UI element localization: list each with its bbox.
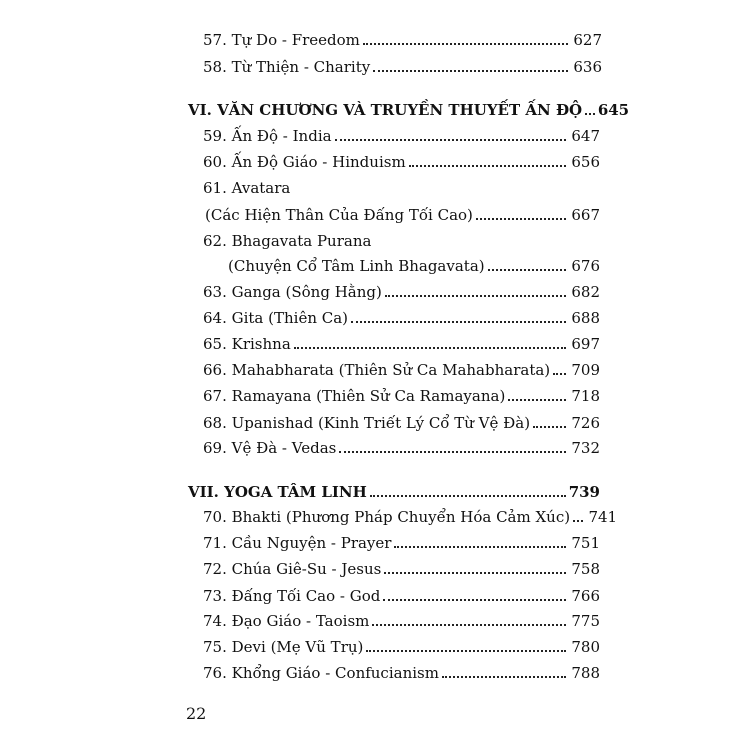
entry-subtitle: (Chuyện Cổ Tâm Linh Bhagavata) <box>228 257 485 275</box>
toc-entry <box>0 631 750 657</box>
dot-leader <box>442 656 566 678</box>
dot-leader <box>384 552 566 574</box>
entry-title: 75. Devi (Mẹ Vũ Trụ) <box>203 638 364 656</box>
toc-entry <box>0 605 750 631</box>
section-page: 739 <box>568 483 600 501</box>
toc-entry <box>0 553 750 579</box>
dot-leader <box>351 301 566 323</box>
section-page: 645 <box>597 101 630 119</box>
section-title: VII. YOGA TÂM LINH <box>188 483 367 501</box>
dot-leader <box>394 526 566 548</box>
entry-page: 682 <box>571 283 600 301</box>
entry-page: 766 <box>571 587 600 605</box>
entry-title: 73. Đấng Tối Cao - God <box>203 587 381 605</box>
entry-title: 62. Bhagavata Purana <box>203 232 372 250</box>
toc-entry <box>0 380 750 406</box>
entry-title: 65. Krishna <box>203 335 291 353</box>
entry-page: 667 <box>571 206 600 224</box>
dot-leader <box>373 50 568 72</box>
dot-leader <box>339 431 566 453</box>
entry-title: 58. Từ Thiện - Charity <box>203 58 371 76</box>
entry-title: 64. Gita (Thiên Ca) <box>203 309 349 327</box>
entry-page: 775 <box>571 612 600 630</box>
toc-entry <box>0 302 750 328</box>
dot-leader <box>335 119 566 141</box>
dot-leader <box>533 406 566 428</box>
entry-title: 69. Vệ Đà - Vedas <box>203 439 337 457</box>
toc-entry <box>0 250 750 276</box>
toc-entry <box>0 580 750 606</box>
section-title: VI. VĂN CHƯƠNG VÀ TRUYỀN THUYẾT ẤN ĐỘ <box>188 101 583 119</box>
toc-entry <box>0 172 750 198</box>
toc-entry <box>0 354 750 380</box>
entry-page: 688 <box>571 309 600 327</box>
dot-leader <box>488 249 566 271</box>
dot-leader <box>385 275 566 297</box>
entry-page: 676 <box>571 257 600 275</box>
entry-page: 697 <box>571 335 600 353</box>
toc-entry <box>0 527 750 553</box>
toc-entry <box>0 146 750 172</box>
dot-leader <box>363 23 568 45</box>
entry-page: 647 <box>571 127 600 145</box>
dot-leader <box>585 93 595 115</box>
toc-entry <box>0 225 750 251</box>
dot-leader <box>372 604 566 626</box>
toc-section <box>0 476 750 502</box>
entry-page: 709 <box>571 361 600 379</box>
dot-leader <box>383 579 566 601</box>
entry-title: 72. Chúa Giê-Su - Jesus <box>203 560 382 578</box>
entry-title: 57. Tự Do - Freedom <box>203 31 360 49</box>
toc-entry <box>0 432 750 458</box>
entry-title: 68. Upanishad (Kinh Triết Lý Cổ Từ Vệ Đà) <box>203 414 531 432</box>
toc-entry <box>0 657 750 683</box>
page-number: 22 <box>186 704 207 723</box>
toc-entry <box>0 276 750 302</box>
dot-leader <box>409 145 566 167</box>
entry-page: 732 <box>571 439 600 457</box>
entry-title: 60. Ấn Độ Giáo - Hinduism <box>203 153 406 171</box>
entry-title: 71. Cầu Nguyện - Prayer <box>203 534 392 552</box>
dot-leader <box>573 500 583 522</box>
toc-entry <box>0 328 750 354</box>
entry-subtitle: (Các Hiện Thân Của Đấng Tối Cao) <box>205 206 473 224</box>
entry-page: 751 <box>571 534 600 552</box>
dot-leader <box>370 475 566 497</box>
dot-leader <box>294 327 566 349</box>
entry-page: 788 <box>571 664 600 682</box>
entry-page: 718 <box>571 387 600 405</box>
toc-entry <box>0 501 750 527</box>
entry-title: 70. Bhakti (Phương Pháp Chuyển Hóa Cảm Xúc) <box>203 508 571 526</box>
entry-title: 63. Ganga (Sông Hằng) <box>203 283 382 301</box>
entry-page: 741 <box>588 508 618 526</box>
entry-title: 66. Mahabharata (Thiên Sử Ca Mahabharata) <box>203 361 551 379</box>
entry-title: 74. Đạo Giáo - Taoism <box>203 612 370 630</box>
toc-section <box>0 94 750 120</box>
toc-entry <box>0 51 750 77</box>
dot-leader <box>366 630 566 652</box>
entry-page: 758 <box>571 560 600 578</box>
dot-leader <box>508 379 566 401</box>
toc-entry <box>0 24 750 50</box>
entry-title: 59. Ấn Độ - India <box>203 127 332 145</box>
entry-title: 67. Ramayana (Thiên Sử Ca Ramayana) <box>203 387 506 405</box>
toc-entry <box>0 120 750 146</box>
dot-leader <box>553 353 566 375</box>
entry-page: 656 <box>571 153 600 171</box>
toc-entry <box>0 407 750 433</box>
entry-page: 726 <box>571 414 600 432</box>
dot-leader <box>476 198 566 220</box>
entry-title: 61. Avatara <box>203 179 291 197</box>
entry-page: 627 <box>573 31 602 49</box>
toc-entry <box>0 199 750 225</box>
entry-page: 636 <box>573 58 602 76</box>
entry-title: 76. Khổng Giáo - Confucianism <box>203 664 439 682</box>
entry-page: 780 <box>571 638 600 656</box>
